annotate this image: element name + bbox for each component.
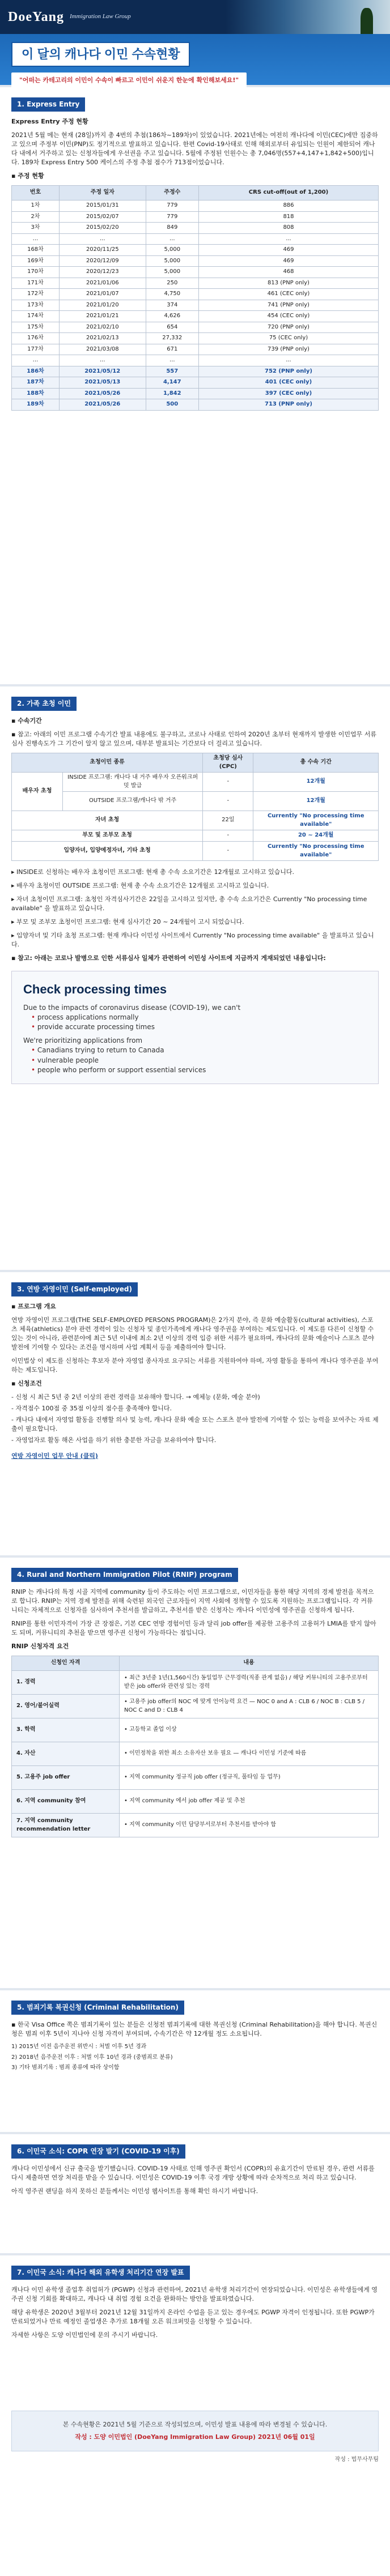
table-cell: 2021/05/12 xyxy=(59,366,146,377)
table-cell: 12개월 xyxy=(253,792,379,811)
footer-box xyxy=(11,2411,379,2451)
table-row xyxy=(12,300,379,311)
table-cell: 169차 xyxy=(12,255,60,267)
header-cell: 총 수속 기간 xyxy=(253,753,379,773)
table-cell: 부모 및 조부모 초청 xyxy=(12,830,203,842)
table-cell: 172차 xyxy=(12,289,60,300)
table-cell: 2020/12/23 xyxy=(59,267,146,278)
header-cell: 초청당 심사 (CPC) xyxy=(203,753,253,773)
table-cell: 6. 지역 community 참여 xyxy=(12,1790,120,1814)
table-cell: 779 xyxy=(146,211,198,223)
table-cell: ... xyxy=(198,355,378,366)
page-title: 이 달의 캐나다 이민 수속현황 xyxy=(11,42,190,67)
rnip-table xyxy=(11,1656,379,1837)
section-title: 3. 연방 자영이민 (Self-employed) xyxy=(11,1282,138,1296)
section-title: 7. 이민국 소식: 캐나다 해외 유학생 처리기간 연장 발표 xyxy=(11,2266,190,2280)
table-row xyxy=(12,1766,379,1790)
table-row xyxy=(12,223,379,234)
table-header-row xyxy=(12,186,379,201)
header-cell: 내용 xyxy=(120,1656,379,1671)
table-row xyxy=(12,267,379,278)
table-row xyxy=(12,245,379,256)
table-cell: 500 xyxy=(146,399,198,411)
table-row xyxy=(12,1718,379,1742)
express-entry-table xyxy=(11,185,379,411)
table-row-highlight xyxy=(12,399,379,411)
list-item: - 자격점수 100점 중 35점 이상의 점수를 충족해야 합니다. xyxy=(11,1404,172,1412)
section-paragraph: RNIP 는 캐나다의 특정 시골 지역에 community 들이 주도하는 이민 프로그램으로, 이민자들을 통한 해당 지역의 경제 발전을 목적으로 합니다. RNIP는 지역 경제 발전을 위해 숙련된 외국인 근로자들이 지역 사회에 정착할 수 있도록 지원하는 프로그램입니다. 각 커뮤니티는 자체적으로 신청자를 심사하여 추천서를 발급하고, 추천서를 받은 신청자는 캐나다 이민성에 영주권을 신청하게 됩니다. xyxy=(11,1588,374,1614)
section-rnip xyxy=(0,1558,390,1988)
table-cell: - xyxy=(203,792,253,811)
section-criminal-rehab xyxy=(0,1990,390,2132)
table-cell: • 지역 community 이민 담당부서로부터 추천서를 받아야 함 xyxy=(120,1814,379,1837)
note-item: ▸ INSIDE로 신청하는 배우자 초청이민 프로그램: 현재 총 수속 소요기간은 12개월로 고시하고 있습니다. xyxy=(11,868,294,876)
list-item: - 신청 시 최근 5년 중 2년 이상의 관련 경력을 보유해야 합니다. → 예체능 (문화, 예술 분야) xyxy=(11,1393,260,1401)
processing-times-notice xyxy=(11,971,379,1084)
footer-line: 작성 : 도양 이민법인 (DoeYang Immigration Law Group) 2021년 06월 01일 xyxy=(75,2433,315,2441)
table-cell: 849 xyxy=(146,223,198,234)
section-self-employed xyxy=(0,1272,390,1555)
table-cell: 3차 xyxy=(12,223,60,234)
table-cell: 5,000 xyxy=(146,245,198,256)
table-row xyxy=(12,278,379,289)
table-cell: - xyxy=(203,773,253,792)
table-cell: 12개월 xyxy=(253,773,379,792)
table-cell: 2020/11/25 xyxy=(59,245,146,256)
table-cell: 2021/05/13 xyxy=(59,377,146,389)
section-paragraph: 이민법상 이 제도를 신청하는 후보자 분야 자영업 종사자로 요구되는 서류를 지원하여야 하며, 자영 활동을 통하여 캐나다 영주권을 부여하는 제도입니다. xyxy=(11,1357,379,1374)
table-cell: ... xyxy=(198,233,378,245)
table-cell: 2015/02/20 xyxy=(59,223,146,234)
family-table xyxy=(11,753,379,861)
notice-line: Due to the impacts of coronavirus disease (COVID-19), we can't xyxy=(23,1003,241,1012)
section-paragraph: RNIP를 통한 이민자격이 가장 큰 장점은, 기본 CEC 연방 경험이민 등과 달리 job offer를 제공한 고용주의 고용허가 LMIA를 받지 않아도 되며, 커뮤니티의 추천을 받으면 영주권 신청이 가능하다는 점입니다. xyxy=(11,1620,376,1637)
table-cell: • 고용주 job offer의 NOC 에 맞게 언어능력 요건 — NOC 0 and A : CLB 6 / NOC B : CLB 5 / NOC C and D : CLB 4 xyxy=(120,1695,379,1718)
table-cell: 5,000 xyxy=(146,267,198,278)
section-paragraph: 캐나다 이민성에서 신규 출국을 발기했습니다. COVID-19 사태로 인해 영주권 확인서 (COPR)의 유효기간이 만료된 경우, 관련 서류를 다시 제출하면 연장 처리를 받을 수 있습니다. 이민성은 COVID-19 이후 국경 개방 상황에 따라 순차적으로 처리 하고 있습니다. xyxy=(11,2165,375,2182)
table-cell: 177차 xyxy=(12,344,60,355)
table-cell: 7. 지역 community recommendation letter xyxy=(12,1814,120,1837)
table-cell: INSIDE 프로그램: 캐나다 내 거주 배우자 오픈워크퍼밋 발급 xyxy=(63,773,203,792)
table-cell: 671 xyxy=(146,344,198,355)
notice-item: • vulnerable people xyxy=(23,1056,367,1065)
table-cell: 171차 xyxy=(12,278,60,289)
table-cell: 2021/02/10 xyxy=(59,322,146,333)
table-cell: 454 (CEC only) xyxy=(198,311,378,322)
table-cell: 779 xyxy=(146,201,198,212)
table-cell: 2021/01/07 xyxy=(59,289,146,300)
table-cell: 818 xyxy=(198,211,378,223)
header-cell: 주정 일자 xyxy=(59,186,146,201)
table-cell: ... xyxy=(146,233,198,245)
table-row xyxy=(12,211,379,223)
footer-sign: 작성 : 법무사무팀 xyxy=(334,2456,379,2463)
section-copr-news xyxy=(0,2134,390,2253)
table-label: ▪ 주정 현황 xyxy=(11,172,44,180)
notice-item: • process applications normally xyxy=(23,1013,367,1022)
table-cell: 170차 xyxy=(12,267,60,278)
table-cell: 469 xyxy=(198,245,378,256)
section-head: ▪ 프로그램 개요 xyxy=(11,1303,56,1311)
header-cell: 번호 xyxy=(12,186,60,201)
table-cell: OUTSIDE 프로그램/캐나다 밖 거주 xyxy=(63,792,203,811)
table-cell: ... xyxy=(59,355,146,366)
table-row xyxy=(12,333,379,344)
list-item: 3) 기타 범죄기록 : 범죄 종류에 따라 상이함 xyxy=(11,2065,120,2071)
footer-line: 본 수속현황은 2021년 5월 기준으로 작성되었으며, 이민성 발표 내용에 따라 변경될 수 있습니다. xyxy=(62,2421,328,2428)
note-item: ▸ 자녀 초청이민 프로그램: 초청인 자격심사기간은 22일을 고시하고 있지만, 총 수속 소요기간은 Currently "No processing time available" 을 발표하고 있습니다. xyxy=(11,895,367,912)
list-item: 2) 2018년 음주운전 이후 : 처벌 이후 10년 경과 (중범죄로 분류) xyxy=(11,2054,173,2061)
table-cell: 374 xyxy=(146,300,198,311)
section-paragraph: 해당 유학생은 2020년 3월부터 2021년 12월 31일까지 온라인 수업을 듣고 있는 경우에도 PGWP 자격이 인정됩니다. 또한 PGWP가 만료되었거나 만료 예정인 졸업생은 추가로 18개월 오픈 워크퍼밋을 신청할 수 있습니다. xyxy=(11,2309,375,2326)
table-label: RNIP 신청자격 요건 xyxy=(11,1643,69,1650)
section-paragraph: 아직 영주권 랜딩을 하지 못하신 분들께서는 이민성 웹사이트를 통해 확인 하시기 바랍니다. xyxy=(11,2187,258,2195)
table-cell: 2020/12/09 xyxy=(59,255,146,267)
header-cell: 초청이민 종류 xyxy=(12,753,203,773)
table-cell: 2차 xyxy=(12,211,60,223)
table-cell: 741 (PNP only) xyxy=(198,300,378,311)
table-cell: 174차 xyxy=(12,311,60,322)
table-cell: 1차 xyxy=(12,201,60,212)
table-cell: 5,000 xyxy=(146,255,198,267)
section-title: 4. Rural and Northern Immigration Pilot (RNIP) program xyxy=(11,1568,238,1582)
table-cell: 2. 영어/불어실력 xyxy=(12,1695,120,1718)
banner-quote: "어떠는 카테고리의 이민이 수속이 빠르고 이민이 쉬운지 한눈에 확인해보세요!" xyxy=(11,72,247,88)
table-cell: 752 (PNP only) xyxy=(198,366,378,377)
table-cell: • 최근 3년중 1년(1,560시간) 동일업무 근무경력(직종 관계 없음) / 해당 커뮤니티의 고용주로부터 받은 job offer와 관련성 있는 경력 xyxy=(120,1671,379,1695)
section-head: ▪ 신청조건 xyxy=(11,1379,42,1387)
table-cell: 2015/01/31 xyxy=(59,201,146,212)
table-row xyxy=(12,1814,379,1837)
table-row xyxy=(12,1671,379,1695)
list-item: - 자영업자로 활동 해온 사업을 하기 위한 충분한 자금을 보유하여야 합니다. xyxy=(11,1436,217,1444)
table-row xyxy=(12,355,379,366)
table-row-highlight xyxy=(12,366,379,377)
note-item: ▪ 참고: 아래는 코로나 발병으로 인한 서류심사 일체가 관련하여 이민성 사이트에 지금까지 게재되었던 내용입니다: xyxy=(11,954,326,962)
table-body xyxy=(12,201,379,411)
table-cell: 1. 경력 xyxy=(12,1671,120,1695)
table-cell: 2021/05/26 xyxy=(59,399,146,411)
table-cell: 557 xyxy=(146,366,198,377)
table-cell: 자녀 초청 xyxy=(12,811,203,830)
section-title: 1. Express Entry xyxy=(11,97,85,112)
table-cell: 469 xyxy=(198,255,378,267)
table-cell: 2021/03/08 xyxy=(59,344,146,355)
table-cell: 250 xyxy=(146,278,198,289)
table-cell: 22일 xyxy=(203,811,253,830)
table-cell: 189차 xyxy=(12,399,60,411)
note-item: ▸ 배우자 초청이민 OUTSIDE 프로그램: 현재 총 수속 소요기간은 12개월로 고시하고 있습니다. xyxy=(11,882,269,890)
table-cell: 886 xyxy=(198,201,378,212)
table-cell: ... xyxy=(59,233,146,245)
table-cell: ... xyxy=(146,355,198,366)
table-cell: 1,842 xyxy=(146,388,198,399)
table-cell: 27,332 xyxy=(146,333,198,344)
notice-item: • people who perform or support essential services xyxy=(23,1065,367,1075)
table-row xyxy=(12,344,379,355)
table-cell: 입양자녀, 입양예정자녀, 기타 초청 xyxy=(12,842,203,861)
table-cell: 654 xyxy=(146,322,198,333)
table-cell: 720 (PNP only) xyxy=(198,322,378,333)
header-cell: CRS cut-off(out of 1,200) xyxy=(198,186,378,201)
section-paragraph: 2021년 5월 메는 현재 (28일)까지 총 4번의 추첨(186차~189차)이 있었습니다. 2021년에는 여전히 캐나다에 이민(CEC)에만 집중하고 있으며 주정부 이민(PNP)도 정기적으로 발표하고 있습니다. 한편 Covid-19사태로 인해 해외로부터 유입되는 인원이 제한되어 캐나다 내에서 거주하고 있는 신청자들에게 우선권을 주고 있습니다. 5월에 주정된 인원수는 총 7,046명(557+4,147+1,842+500)입니다. 189차 Express Entry 500 케이스의 주정 추첨 점수가 713점이었습니다. xyxy=(11,131,378,167)
logo[interactable]: DoeYang xyxy=(8,9,65,24)
table-cell: 186차 xyxy=(12,366,60,377)
list-item: 1) 2015년 이전 음주운전 위반시 : 처벌 이후 5년 경과 xyxy=(11,2044,147,2050)
table-cell: • 이민정착을 위한 최소 소유자산 보유 필요 — 캐나다 이민성 기준에 따름 xyxy=(120,1742,379,1766)
table-cell: 713 (PNP only) xyxy=(198,399,378,411)
table-row xyxy=(12,322,379,333)
table-cell: 5. 고용주 job offer xyxy=(12,1766,120,1790)
table-cell: 739 (PNP only) xyxy=(198,344,378,355)
table-row xyxy=(12,233,379,245)
table-cell: 4,147 xyxy=(146,377,198,389)
table-cell: Currently "No processing time available" xyxy=(253,811,379,830)
table-cell: ... xyxy=(12,355,60,366)
table-cell: 175차 xyxy=(12,322,60,333)
notes-list xyxy=(11,868,379,963)
table-cell: Currently "No processing time available" xyxy=(253,842,379,861)
section-family-sponsorship xyxy=(0,686,390,1270)
notice-item: • provide accurate processing times xyxy=(23,1022,367,1032)
table-cell: 461 (CEC only) xyxy=(198,289,378,300)
section-paragraph: ▪ 한국 Visa Office 쪽은 범죄기록이 있는 분들은 신청전 범죄기록에 대한 복권신청 (Criminal Rehabilitation)을 해야 합니다. 복권신청은 범죄 이후 5년이 지나야 신청 자격이 부여되며, 수속기간은 약 12개월 정도 소요됩니다. xyxy=(11,2021,378,2038)
table-cell: • 지역 community 정규직 job offer (정규직, 풀타임 등 업무) xyxy=(120,1766,379,1790)
table-cell: 401 (CEC only) xyxy=(198,377,378,389)
section-head: ▪ 수속기간 xyxy=(11,717,42,725)
table-cell: • 지역 community 에서 job offer 제공 및 추천 xyxy=(120,1790,379,1814)
table-cell: - xyxy=(203,842,253,861)
table-cell: - xyxy=(203,830,253,842)
header-cell: 신청인 자격 xyxy=(12,1656,120,1671)
table-cell: 468 xyxy=(198,267,378,278)
section-title: 6. 이민국 소식: COPR 연장 발기 (COVID-19 이후) xyxy=(11,2144,185,2159)
header xyxy=(0,0,390,34)
section-paragraph: 연방 자영이민 프로그램(THE SELF-EMPLOYED PERSONS PROGRAM)은 2가지 분야, 즉 문화 예술활동(cultural activities), 스포츠 체육(athletics) 분야 관련 경력이 있는 신청자 및 종인가족에게 캐나다 영주권을 부여하는 제도입니다. 이 제도를 다른이 신청할 수 있는 것이 아니라, 관련분야에 최근 5년 이내에 최소 2년 이상의 경력 입증 위한 서류가 필요하며, 캐나다의 문화 예술이나 스포츠 분야 발전에 기여할 수 있다는 조건을 명시하며 사업 계획서 등을 제출하여야 합니다. xyxy=(11,1316,374,1351)
table-cell: 2021/02/13 xyxy=(59,333,146,344)
table-row-highlight xyxy=(12,388,379,399)
header-cell: 주정수 xyxy=(146,186,198,201)
rehab-list xyxy=(11,2043,379,2072)
table-row xyxy=(12,201,379,212)
requirements-list xyxy=(11,1393,379,1445)
sponsor-label: 배우자 초청 xyxy=(12,773,63,811)
table-row xyxy=(12,1790,379,1814)
notice-title: Check processing times xyxy=(23,982,167,996)
hero-banner xyxy=(0,34,390,85)
table-cell: 75 (CEC only) xyxy=(198,333,378,344)
section-paragraph: 캐나다 이민 유학생 졸업후 취업허가 (PGWP) 신청과 관련하여, 2021년 유학생 처리기간이 연장되었습니다. 이민성은 유학생들에게 영주권 신청 기회를 확대하고, 캐나다 내 취업 경험 요건을 완화하는 방안을 발표하였습니다. xyxy=(11,2286,378,2303)
section-express-entry xyxy=(0,87,390,684)
note-item: ▸ 입양자녀 및 기타 초청 프로그램: 현재 캐나다 이민성 사이트에서 Currently "No processing time available" 을 발표하고 있습니다. xyxy=(11,931,374,948)
table-cell: 20 ~ 24개월 xyxy=(253,830,379,842)
section-paragraph: ▪ 참고: 아래의 이민 프로그램 수속기간 발표 내용에도 불구하고, 코로나 사태로 인하여 2020년 초부터 현재까지 발생한 이민업무 서류심사 진행속도가 그 기간이 알지 않고 있으며, 대부분 발표되는 기간보다 더 걸리고 있습니다. xyxy=(11,731,377,748)
section-subtitle: Express Entry 주정 현황 xyxy=(11,118,88,126)
table-row-highlight xyxy=(12,377,379,389)
table-cell: 2021/01/06 xyxy=(59,278,146,289)
table-row xyxy=(12,289,379,300)
table-cell: 4,626 xyxy=(146,311,198,322)
table-cell: 188차 xyxy=(12,388,60,399)
table-cell: 2021/05/26 xyxy=(59,388,146,399)
table-cell: 813 (PNP only) xyxy=(198,278,378,289)
table-row xyxy=(12,311,379,322)
table-cell: 168차 xyxy=(12,245,60,256)
table-cell: 808 xyxy=(198,223,378,234)
logo-subtitle: Immigration Law Group xyxy=(70,13,131,20)
table-cell: 4. 자산 xyxy=(12,1742,120,1766)
rnip-table-body xyxy=(12,1671,379,1837)
notice-item: • Canadians trying to return to Canada xyxy=(23,1046,367,1055)
table-cell: 173차 xyxy=(12,300,60,311)
note-item: ▸ 부모 및 조부모 초청이민 프로그램: 현재 심사기간 20 ~ 24개월이 고시 되었습니다. xyxy=(11,918,244,926)
table-cell: 176차 xyxy=(12,333,60,344)
header-image xyxy=(226,0,390,34)
table-cell: 4,750 xyxy=(146,289,198,300)
table-cell: 187차 xyxy=(12,377,60,389)
list-item: - 캐나다 내에서 자영업 활동을 진행할 의사 및 능력, 캐나다 문화 예술 또는 스포츠 분야 발전에 기여할 수 있는 능력을 보여주는 자료 제출이 필요합니다. xyxy=(11,1415,379,1432)
table-cell: 2015/02/07 xyxy=(59,211,146,223)
section-paragraph: 자세한 사항은 도양 이민법인에 문의 주시기 바랍니다. xyxy=(11,2331,158,2339)
table-row xyxy=(12,255,379,267)
table-cell: 397 (CEC only) xyxy=(198,388,378,399)
self-employed-info-link[interactable]: 연방 자영이민 업무 안내 (클릭) xyxy=(11,1452,98,1460)
section-title: 5. 범죄기록 복권신청 (Criminal Rehabilitation) xyxy=(11,2001,184,2015)
table-cell: • 고등학교 졸업 이상 xyxy=(120,1718,379,1742)
section-student-news xyxy=(0,2255,390,2397)
table-cell: 2021/01/20 xyxy=(59,300,146,311)
notice-sub: We're prioritizing applications from xyxy=(23,1036,143,1044)
table-row xyxy=(12,1742,379,1766)
section-title: 2. 가족 초청 이민 xyxy=(11,697,77,711)
table-row xyxy=(12,1695,379,1718)
table-cell: 3. 학력 xyxy=(12,1718,120,1742)
table-cell: 2021/01/21 xyxy=(59,311,146,322)
table-cell: ... xyxy=(12,233,60,245)
